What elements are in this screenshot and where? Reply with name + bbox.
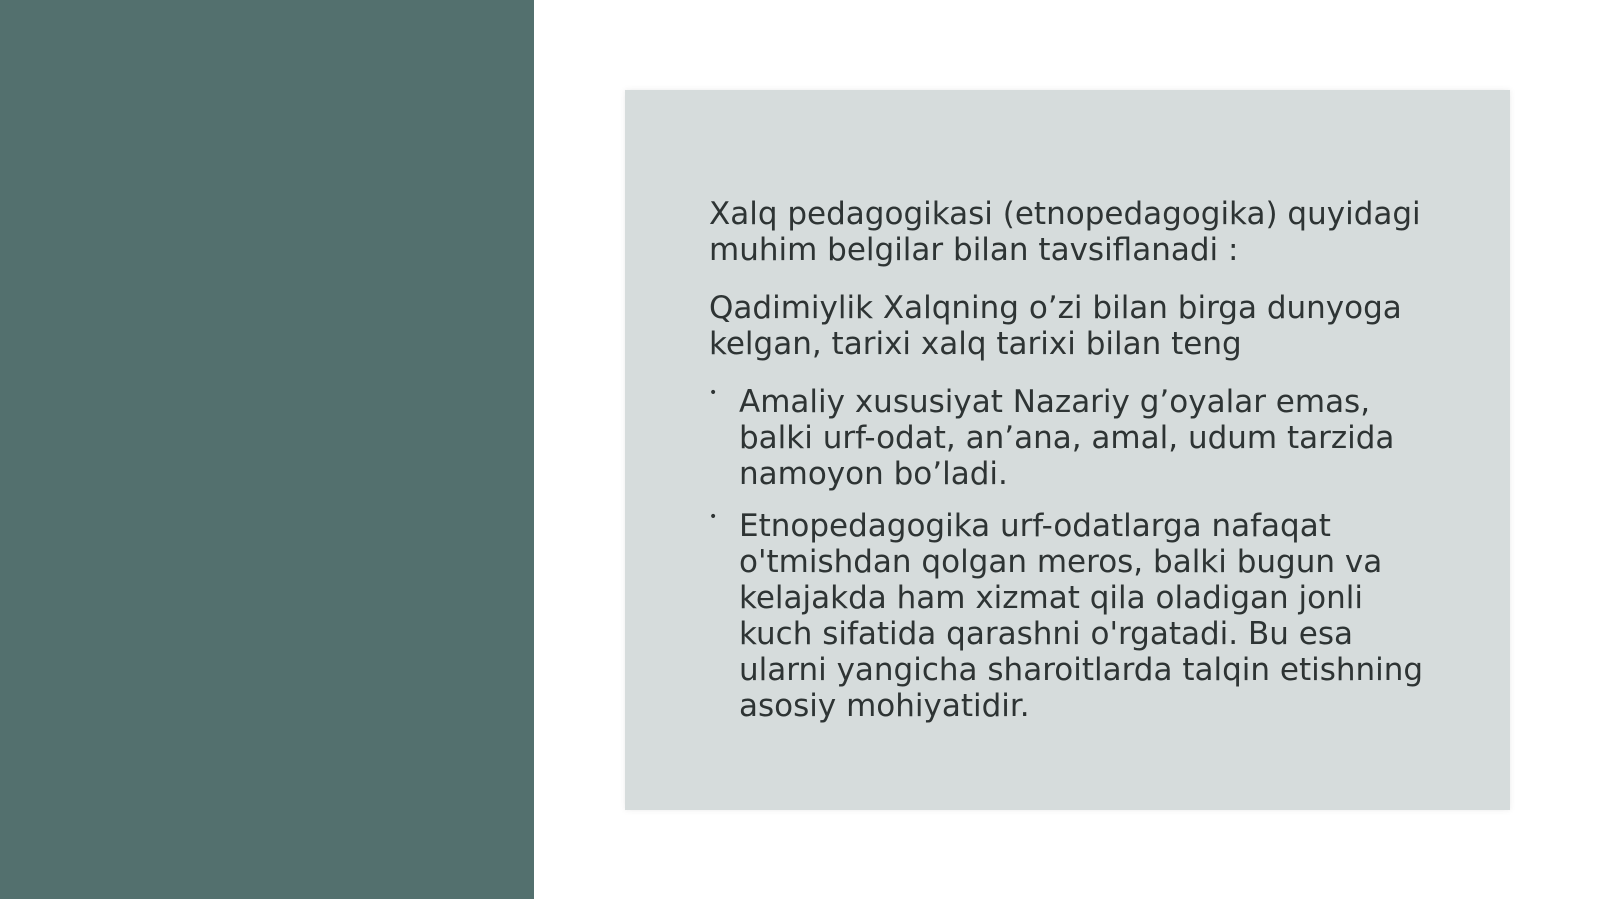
- bullet-item: [709, 384, 1429, 492]
- bullet-item: [709, 508, 1429, 724]
- slide-paragraph: Qadimiylik Xalqning o’zi bilan birga dunyoga kelgan, tarixi xalq tarixi bilan teng: [709, 290, 1402, 362]
- slide-heading: Xalq pedagogikasi (etnopedagogika) quyidagi muhim belgilar bilan tavsiflanadi :: [709, 196, 1421, 268]
- bullet-icon: •: [709, 385, 718, 401]
- bullet-list: [709, 384, 1429, 724]
- content-card: [625, 90, 1510, 810]
- bullet-text: Amaliy xususiyat Nazariy g’oyalar emas, balki urf-odat, an’ana, amal, udum tarzida namoyon bo’ladi.: [739, 384, 1395, 492]
- left-accent-panel: [0, 0, 534, 899]
- slide-text-area: [709, 196, 1429, 740]
- bullet-icon: •: [709, 509, 718, 525]
- bullet-text: Etnopedagogika urf-odatlarga nafaqat o'tmishdan qolgan meros, balki bugun va kelajakda ham xizmat qila oladigan jonli kuch sifatida qarashni o'rgatadi. Bu esa ularni yangicha sharoitlarda talqin etishning asosiy mohiyatidir.: [739, 508, 1424, 724]
